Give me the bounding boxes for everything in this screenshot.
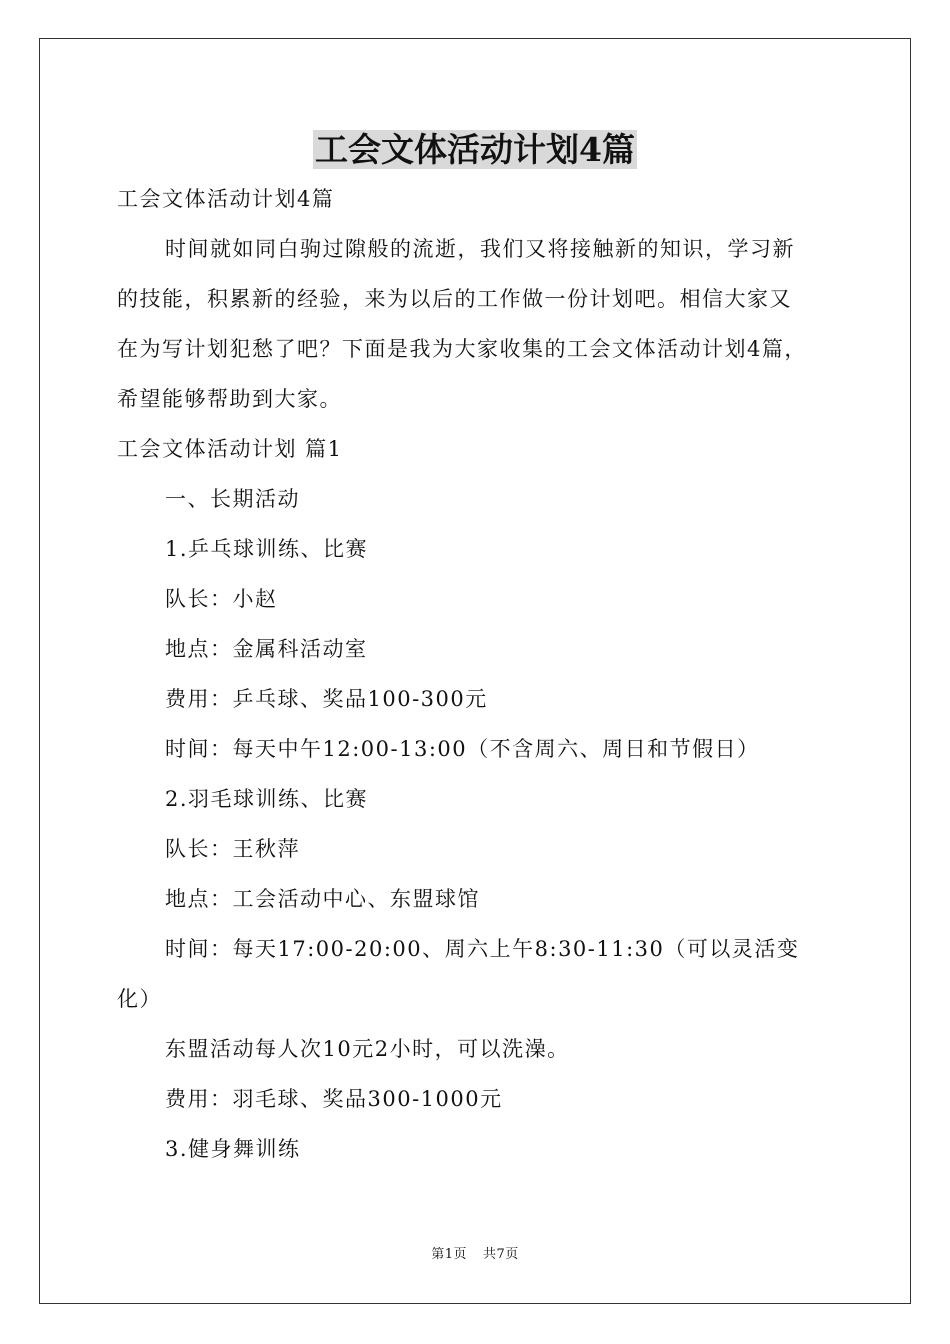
intro-paragraph-line-1: 时间就如同白驹过隙般的流逝，我们又将接触新的知识，学习新 — [165, 237, 795, 261]
list-item: 地点：金属科活动室 — [165, 637, 368, 661]
intro-paragraph-line-3: 在为写计划犯愁了吧？下面是我为大家收集的工会文体活动计划4篇， — [117, 337, 807, 361]
subtitle-line: 工会文体活动计划4篇 — [117, 187, 335, 211]
list-item: 东盟活动每人次10元2小时，可以洗澡。 — [165, 1037, 570, 1061]
section-heading: 工会文体活动计划 篇1 — [117, 437, 343, 461]
subsection-heading: 一、长期活动 — [165, 487, 300, 511]
list-item: 地点：工会活动中心、东盟球馆 — [165, 887, 480, 911]
page-footer — [0, 1246, 950, 1264]
intro-paragraph-line-4: 希望能够帮助到大家。 — [117, 387, 342, 411]
list-item-heading: 3.健身舞训练 — [165, 1137, 301, 1161]
list-item: 费用：羽毛球、奖品300-1000元 — [165, 1087, 503, 1111]
list-item: 队长：王秋萍 — [165, 837, 300, 861]
list-item: 时间：每天17:00-20:00、周六上午8:30-11:30（可以灵活变 — [165, 937, 800, 961]
page-border — [39, 38, 911, 1304]
list-item: 费用：乒乓球、奖品100-300元 — [165, 687, 488, 711]
page-number: 第1页 — [431, 1247, 467, 1262]
list-item: 队长：小赵 — [165, 587, 278, 611]
page-total: 共7页 — [483, 1247, 519, 1262]
document-title: 工会文体活动计划4篇 — [315, 130, 635, 169]
list-item: 时间：每天中午12:00-13:00（不含周六、周日和节假日） — [165, 737, 760, 761]
list-item-continuation: 化） — [117, 987, 162, 1011]
list-item-heading: 1.乒乓球训练、比赛 — [165, 537, 369, 561]
intro-paragraph-line-2: 的技能，积累新的经验，来为以后的工作做一份计划吧。相信大家又 — [117, 287, 792, 311]
list-item-heading: 2.羽毛球训练、比赛 — [165, 787, 369, 811]
